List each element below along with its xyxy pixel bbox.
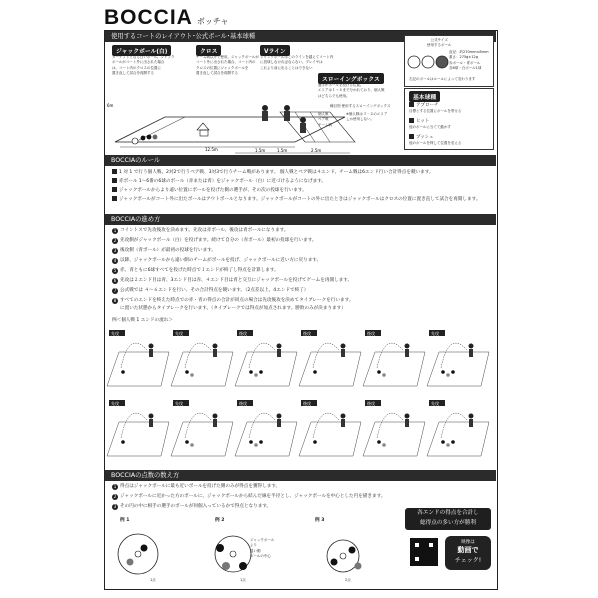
vline-shape <box>197 123 209 130</box>
desc-cross-line: チーム戦以外で使用。ジャックボールが <box>196 55 259 59</box>
square-icon <box>112 178 117 183</box>
ball-icon <box>446 443 450 447</box>
end-flow-heading: 例＜個人戦 1 エンドの流れ＞ <box>112 318 173 323</box>
square-icon <box>112 169 117 174</box>
section-bar-scoring: BOCCIAの点数の数え方 <box>105 470 496 481</box>
player-icon <box>213 344 218 349</box>
step-number: 1 <box>113 484 117 489</box>
ball-grey <box>153 135 158 140</box>
flow-panel-label: 後攻 <box>303 330 311 336</box>
flow-panel <box>107 330 169 386</box>
step-number: 7 <box>113 288 117 293</box>
rule-text: 赤ボール 1～6番の6球のボール（赤または青）をジャックボール（白）に近づけるようになげます。 <box>119 179 327 184</box>
flow-panel <box>235 330 297 386</box>
square-icon <box>409 102 414 107</box>
example-3-result: 2点 <box>345 578 351 582</box>
summary-line: 各エンドの得点を合計し <box>417 510 479 516</box>
label-jack: ジャックボール(白) <box>112 45 171 56</box>
flow-step <box>112 278 352 284</box>
official-balls-specs <box>449 50 488 72</box>
desc-cross-line: コート外に出された場合、コート内の <box>196 60 256 65</box>
flow-panel <box>235 400 297 456</box>
flow-panel <box>363 400 425 456</box>
step-number: 1 <box>113 228 117 233</box>
flow-panel-label: 後攻 <box>239 400 247 406</box>
ball-icon <box>121 440 125 444</box>
ball-blue-icon <box>422 56 434 68</box>
example-1-diagram <box>118 534 158 574</box>
official-balls-note: 左記のボールはルールによって変わります <box>409 77 476 81</box>
player-icon <box>469 414 474 419</box>
rule-item <box>112 196 480 203</box>
desc-jack-line: ボールがコート外に出された場合 <box>112 60 165 65</box>
flow-panel <box>299 330 361 386</box>
desc-jack <box>112 55 174 77</box>
player-figure-3 <box>300 117 306 133</box>
desc-cross-line: クロスの位置にジャックボールを <box>196 65 249 70</box>
video-label: 映像は <box>461 540 475 545</box>
desc-vline-line: ジャックボールはこのラインを越えてコート内 <box>260 55 334 59</box>
ball-icon <box>451 370 455 374</box>
desc-box-line: はどちらでも使用。 <box>318 93 350 98</box>
technique-name: アプローチ <box>416 103 439 108</box>
label-vline: Vライン <box>260 45 290 56</box>
dim-width: 6m <box>107 103 114 108</box>
spec-line: 重さ：275g±12g <box>449 55 479 60</box>
step-number: 3 <box>113 248 117 253</box>
flow-panel-label: 先攻 <box>111 330 119 336</box>
rule-item <box>112 169 434 176</box>
box-note <box>346 112 387 123</box>
desc-throwing-box <box>318 83 385 99</box>
flow-text: すべてのエンドを終えた時点での赤・青の得点の合計が同点の場合は先攻後攻を決めてタイブレークを行います。 <box>120 298 354 303</box>
court-dimension-labels <box>107 103 321 153</box>
box-legend <box>318 112 332 128</box>
title-main: BOCCIA <box>104 6 193 29</box>
box-note-line: しか使用しない。 <box>346 117 374 122</box>
player-icon <box>149 414 154 419</box>
official-balls-heading: 公式サイズ 使用するボール <box>427 38 452 48</box>
flow-text: 先攻側がジャックボール（白）を投げます。続けて自分の（赤ボール）最初の投球を行います。 <box>120 238 317 243</box>
flow-panel <box>171 330 233 386</box>
player-icon <box>149 344 154 349</box>
flow-text: コイントスで先攻後攻を決めます。先攻は赤ボール、後攻は青ボールになります。 <box>120 228 289 233</box>
step-number: 3 <box>113 504 117 509</box>
ball-icon <box>254 443 258 447</box>
technique-desc: 他のボールに当てて動かす <box>409 125 451 129</box>
label-throwing-box: スローイングボックス <box>318 73 384 84</box>
ball-dark-2 <box>147 135 152 140</box>
legend-item: ボールの中心 <box>250 554 271 559</box>
dim-length: 12.5m <box>205 147 218 152</box>
ball-icon <box>441 440 445 444</box>
player-icon <box>277 414 282 419</box>
page-title <box>104 6 229 30</box>
section-bar-rules: BOCCIAのルール <box>105 155 496 166</box>
square-icon <box>409 134 414 139</box>
legend-item: より <box>250 543 257 548</box>
spec-line: 直径：約270mm±8mm <box>449 50 489 54</box>
flow-panel-label: 先攻 <box>111 400 119 406</box>
technique-hit <box>409 118 451 130</box>
square-icon <box>112 196 117 201</box>
flow-panel-label: 後攻 <box>239 330 247 336</box>
video-badge[interactable] <box>445 536 491 570</box>
ball-dark-1 <box>141 136 146 141</box>
flow-step <box>112 268 279 274</box>
example-2-label: 例 2 <box>215 518 225 523</box>
technique-name: プッシュ <box>416 135 434 140</box>
example-3-label: 例 3 <box>315 518 325 523</box>
rule-item <box>112 178 326 185</box>
technique-name: ヒット <box>416 119 430 124</box>
ball-icon <box>377 440 381 444</box>
ball-icon <box>313 370 317 374</box>
desc-jack-line: 置き直して試合を再開する <box>112 71 154 76</box>
ball-icon <box>377 370 381 374</box>
techniques-heading: 基本球種 <box>409 91 440 102</box>
step-number: 4 <box>113 258 117 263</box>
legend-item: 遠い側 <box>250 548 261 553</box>
box-note-line: ※個人戦は３・４のエリア <box>346 112 388 116</box>
ball-icon <box>121 370 125 374</box>
ball-icon <box>451 440 455 444</box>
desc-box-line: エリアは１～６まで分かれており、個人戦 <box>318 88 385 93</box>
flow-panel <box>363 330 425 386</box>
flow-panel-label: 先攻 <box>175 400 183 406</box>
rule-item <box>112 187 307 194</box>
jack-ball <box>132 138 138 144</box>
rule-text: ジャックボールからより遠い位置にボールを投げた側の選手が、その次の投球を行います。 <box>119 188 307 193</box>
flow-panel-label: 先攻 <box>175 330 183 336</box>
ball-icon <box>190 373 194 377</box>
official-balls-panel <box>404 35 494 87</box>
end-flow-illustration <box>106 326 494 464</box>
scoring-text: その円の中に相手の選手のボールが何個入っているかで得点となります。 <box>120 504 272 509</box>
technique-desc: 他のボールを押して位置を変える <box>409 141 462 145</box>
flow-step <box>112 258 321 264</box>
flow-text: 先攻は２エンド目は青、3エンド目は赤、４エンド目は青と交互にジャックボールを投げてゲームを再開します。 <box>120 278 353 283</box>
legend-item: ジャックボール <box>250 538 275 542</box>
flow-panel <box>171 400 233 456</box>
scoring-rule <box>112 484 280 490</box>
flow-step <box>112 248 216 254</box>
desc-cross <box>196 55 259 77</box>
box-example-title: 種目別 使用するスローイングボックス <box>330 104 391 108</box>
player-icon <box>277 344 282 349</box>
scoring-rule <box>112 494 385 500</box>
cross-box <box>200 130 208 136</box>
ball-icon <box>254 373 258 377</box>
section-bar-layout: 使用するコートのレイアウト･公式ボール･基本球種 <box>105 31 496 42</box>
flow-panel <box>107 400 169 456</box>
dim-seg1: 1.5m <box>255 148 266 153</box>
ball-icon <box>441 370 445 374</box>
flow-panel <box>427 400 489 456</box>
flow-step <box>112 288 308 294</box>
flow-text: 後攻側（青ボール）が最初の投球を行います。 <box>120 248 217 253</box>
desc-vline-line: に投球しなければならない。プレイヤは <box>260 60 323 65</box>
flow-panel-label: 先攻 <box>431 400 439 406</box>
ball-icon <box>313 440 317 444</box>
player-icon <box>213 414 218 419</box>
dim-seg3: 2.5m <box>311 148 322 153</box>
example-1-label: 例 1 <box>120 518 130 523</box>
ball-icon <box>185 370 189 374</box>
tiebreak-note: に置いた状態からタイブレークを行います。（タイブレークでは得点が加点されます。勝敗のみが決まります） <box>120 306 346 311</box>
official-balls-icons <box>407 50 449 76</box>
example-2-diagram <box>215 536 251 572</box>
video-check: チェック! <box>454 557 482 564</box>
summary-line: 総得点の多い方が勝利 <box>420 520 476 526</box>
example-3-diagram <box>327 540 362 572</box>
player-icon <box>405 414 410 419</box>
square-icon <box>112 187 117 192</box>
video-action: 動画で <box>457 546 479 554</box>
player-figure-2 <box>284 105 290 121</box>
flow-panel-label: 後攻 <box>367 330 375 336</box>
technique-push <box>409 134 461 146</box>
step-number: 2 <box>113 238 117 243</box>
flow-panel <box>427 330 489 386</box>
techniques-panel <box>404 88 494 150</box>
step-number: 5 <box>113 268 117 273</box>
step-number: 8 <box>113 298 117 303</box>
player-figure-1 <box>262 105 268 121</box>
technique-approach <box>409 102 461 114</box>
player-icon <box>341 344 346 349</box>
example-1-result: 1点 <box>150 578 156 582</box>
dim-seg2: 1.5m <box>277 148 288 153</box>
summary-box <box>405 508 491 530</box>
flow-step <box>112 298 353 304</box>
scoring-text: ジャックボールに近かった方のボールに、ジャックボールから結んだ線を半径とし、ジャックボールを中心とした円を描きます。 <box>120 494 386 499</box>
example-2-result: 1点 <box>240 578 246 582</box>
spec-line: 各6球・白ボール1球 <box>449 66 482 71</box>
flow-text: 赤、青ともに6球すべてを投げた時点で１エンドが終了し得点を計算します。 <box>120 268 279 273</box>
scoring-legend <box>250 538 274 560</box>
flow-text: 公式戦では ４～６エンドを行い、その合計得点を競います。（2点差以上、4エンドで終了） <box>120 288 309 293</box>
ball-icon <box>249 440 253 444</box>
ball-icon <box>259 440 263 444</box>
ball-red-icon <box>408 56 420 68</box>
ball-icon <box>382 443 386 447</box>
step-number: 2 <box>113 494 117 499</box>
desc-jack-line: ターゲットとなる白いボール。ジャック <box>112 55 175 59</box>
technique-desc: 目標とする位置にボールを寄せる <box>409 109 462 113</box>
rule-text: ジャックボールがコート外に出たボールはアウトボールとなります。ジャックボールがコートの外に出たときはジャックボールはクロスの位置に置き直して試合を再開します。 <box>119 197 481 202</box>
scoring-text: 得点はジャックボールに最も近いボールを投げた側のみが得点を獲得します。 <box>120 484 281 489</box>
step-number: 6 <box>113 278 117 283</box>
section-bar-flow: BOCCIAの進め方 <box>105 214 496 225</box>
scoring-rule <box>112 504 271 510</box>
flow-panel <box>299 400 361 456</box>
ball-icon <box>382 373 386 377</box>
ball-icon <box>185 440 189 444</box>
ball-white-icon <box>436 56 448 68</box>
desc-vline-line: これより前に出ることはできない <box>260 65 313 70</box>
title-sub: ボッチャ <box>196 17 229 26</box>
qr-code[interactable] <box>410 538 438 566</box>
player-icon <box>341 414 346 419</box>
desc-cross-line: 置き直して試合を再開する <box>196 71 238 76</box>
flow-text: 以降、ジャックボールから遠い側のチームがボールを投げ、ジャックボールに近い方に戻ります。 <box>120 258 322 263</box>
box-legend-item: 個人戦 <box>318 112 329 116</box>
player-icon <box>469 344 474 349</box>
desc-box-line: 選手がボールを投げる位置。 <box>318 83 364 87</box>
ball-icon <box>446 373 450 377</box>
flow-panel-label: 先攻 <box>431 330 439 336</box>
ball-icon <box>259 370 263 374</box>
rule-text: 1 対 1 で行う個人戦、2対2で行うペア戦、3対3で行うチーム戦があります。 個人戦とペア戦は４エンド、チーム戦は6エンド行い合計得点を競います。 <box>119 170 434 175</box>
box-legend-item: ペア戦 <box>318 117 329 122</box>
player-icon <box>405 344 410 349</box>
flow-step <box>112 228 289 234</box>
flow-panel-label: 後攻 <box>367 400 375 406</box>
square-icon <box>409 118 414 123</box>
spec-line: 赤ボール・青ボール <box>449 60 481 65</box>
ball-icon <box>249 370 253 374</box>
desc-vline <box>260 55 333 71</box>
ball-icon <box>190 443 194 447</box>
flow-panel-label: 後攻 <box>303 400 311 406</box>
desc-jack-line: は、コート内のクロスの位置に <box>112 65 161 70</box>
label-cross: クロス <box>196 45 221 56</box>
box-legend-item: チーム戦 <box>318 122 332 127</box>
flow-step <box>112 238 317 244</box>
